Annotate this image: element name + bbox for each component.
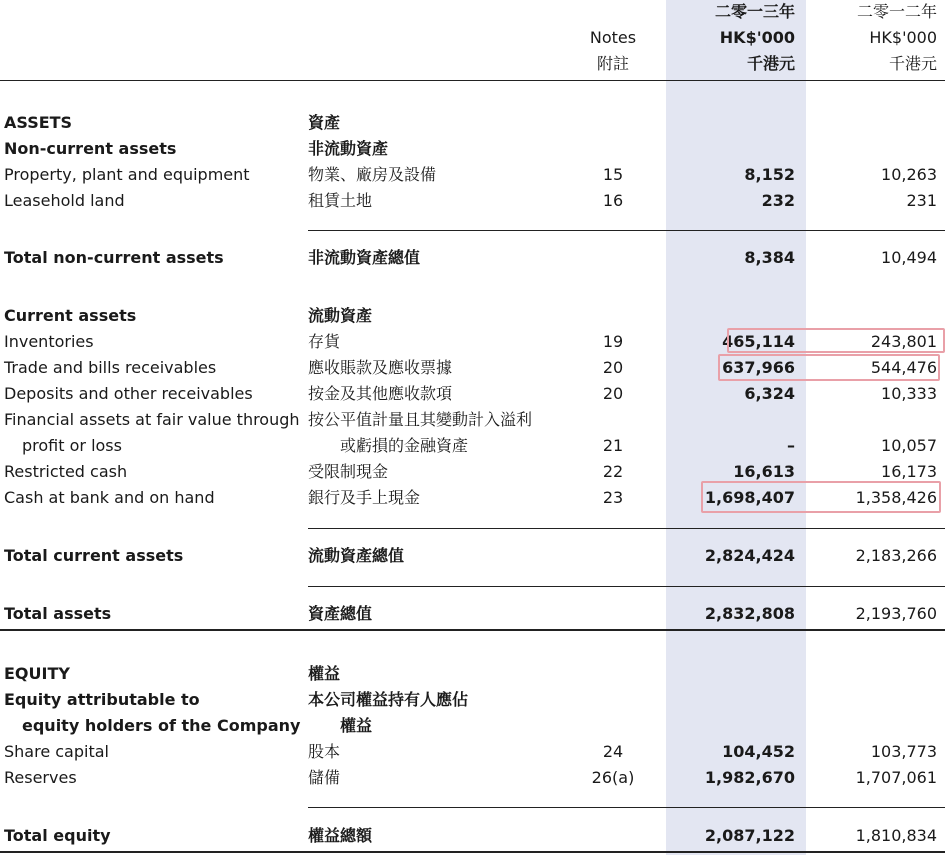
row-zh-label: 或虧損的金融資產 (340, 436, 469, 455)
row-en-label: Share capital (4, 742, 109, 761)
row-en-label: Inventories (4, 332, 94, 351)
row-note: 22 (602, 462, 624, 481)
header-rule (0, 80, 945, 81)
header-notes: Notes (589, 28, 637, 47)
row-value-2013: 1,698,407 (704, 488, 795, 507)
row-en-label: Leasehold land (4, 191, 125, 210)
row-note: 21 (602, 436, 624, 455)
row-zh-label: 租賃土地 (308, 191, 373, 210)
row-value-2012: 1,358,426 (855, 488, 937, 507)
current-year-column-shade (666, 0, 806, 855)
row-en-label: Non-current assets (4, 139, 177, 158)
row-value-2012: 243,801 (870, 332, 937, 351)
subtotal-rule (308, 528, 945, 529)
row-en-label: Deposits and other receivables (4, 384, 253, 403)
highlight-box-inventories (727, 328, 945, 353)
row-en-label: Restricted cash (4, 462, 128, 481)
row-note: 20 (602, 358, 624, 377)
row-zh-label: 按金及其他應收款項 (308, 384, 453, 403)
row-en-label: Trade and bills receivables (4, 358, 217, 377)
subtotal-rule (308, 807, 945, 808)
row-zh-label: 權益 (308, 664, 341, 683)
row-en-label: Total equity (4, 826, 111, 845)
row-value-2013: 8,384 (744, 248, 795, 267)
row-en-label: Total non-current assets (4, 248, 224, 267)
row-zh-label: 存貨 (308, 332, 341, 351)
row-value-2013: 2,832,808 (704, 604, 795, 623)
row-value-2012: 544,476 (870, 358, 937, 377)
row-en-label: Total current assets (4, 546, 184, 565)
header-2013-unit: HK$'000 (719, 28, 795, 47)
row-value-2013: 6,324 (744, 384, 795, 403)
row-note: 16 (602, 191, 624, 210)
row-value-2013: – (787, 436, 795, 455)
highlight-box-cash (701, 481, 941, 513)
row-value-2012: 10,494 (881, 248, 937, 267)
row-en-label: Cash at bank and on hand (4, 488, 215, 507)
total-assets-double-rule-top (0, 629, 945, 631)
row-en-label: ASSETS (4, 113, 73, 132)
header-2013-year: 二零一三年 (714, 2, 795, 21)
row-value-2013: 8,152 (744, 165, 795, 184)
row-en-label: Property, plant and equipment (4, 165, 250, 184)
row-zh-label: 流動資產 (308, 306, 373, 325)
subtotal-rule (308, 586, 945, 587)
row-zh-label: 應收賬款及應收票據 (308, 358, 453, 377)
row-value-2012: 10,263 (881, 165, 937, 184)
row-value-2012: 1,707,061 (855, 768, 937, 787)
row-en-label: Total assets (4, 604, 112, 623)
row-value-2013: 232 (761, 191, 795, 210)
row-note: 19 (602, 332, 624, 351)
row-value-2013: 104,452 (722, 742, 795, 761)
header-2012-unit: HK$'000 (869, 28, 937, 47)
row-value-2012: 1,810,834 (855, 826, 937, 845)
row-en-label: Reserves (4, 768, 77, 787)
header-notes-zh: 附註 (596, 54, 629, 73)
row-en-label: EQUITY (4, 664, 70, 683)
row-en-label: Current assets (4, 306, 137, 325)
row-zh-label: 資產 (308, 113, 341, 132)
row-note: 26(a) (591, 768, 635, 787)
row-value-2012: 2,183,266 (855, 546, 937, 565)
row-zh-label: 儲備 (308, 768, 341, 787)
highlight-box-receivables (718, 354, 940, 381)
row-value-2013: 465,114 (722, 332, 795, 351)
header-2013-unit-zh: 千港元 (746, 54, 795, 73)
row-zh-label: 流動資產總值 (308, 546, 405, 565)
row-value-2013: 2,824,424 (704, 546, 795, 565)
row-en-label: Equity attributable to (4, 690, 200, 709)
row-zh-label: 非流動資產 (308, 139, 389, 158)
row-note: 23 (602, 488, 624, 507)
row-note: 24 (602, 742, 624, 761)
row-value-2012: 103,773 (870, 742, 937, 761)
row-en-label: Financial assets at fair value through (4, 410, 300, 429)
row-value-2012: 10,057 (881, 436, 937, 455)
total-equity-rule (0, 851, 945, 853)
row-value-2012: 10,333 (881, 384, 937, 403)
row-value-2012: 2,193,760 (855, 604, 937, 623)
row-zh-label: 資產總值 (308, 604, 373, 623)
header-2012-unit-zh: 千港元 (888, 54, 937, 73)
row-zh-label: 按公平值計量且其變動計入溢利 (308, 410, 533, 429)
row-zh-label: 非流動資產總值 (308, 248, 421, 267)
subtotal-rule (308, 230, 945, 231)
row-zh-label: 本公司權益持有人應佔 (308, 690, 469, 709)
row-zh-label: 權益 (340, 716, 373, 735)
row-value-2012: 16,173 (881, 462, 937, 481)
row-en-label: equity holders of the Company (22, 716, 301, 735)
row-zh-label: 股本 (308, 742, 341, 761)
row-zh-label: 銀行及手上現金 (308, 488, 421, 507)
row-zh-label: 受限制現金 (308, 462, 389, 481)
row-en-label: profit or loss (22, 436, 122, 455)
row-zh-label: 權益總額 (308, 826, 373, 845)
row-value-2013: 1,982,670 (704, 768, 795, 787)
row-value-2013: 2,087,122 (704, 826, 795, 845)
row-zh-label: 物業、廠房及設備 (308, 165, 437, 184)
row-value-2013: 637,966 (722, 358, 795, 377)
row-note: 15 (602, 165, 624, 184)
row-note: 20 (602, 384, 624, 403)
row-value-2012: 231 (906, 191, 937, 210)
row-value-2013: 16,613 (733, 462, 795, 481)
header-2012-year: 二零一二年 (856, 2, 937, 21)
